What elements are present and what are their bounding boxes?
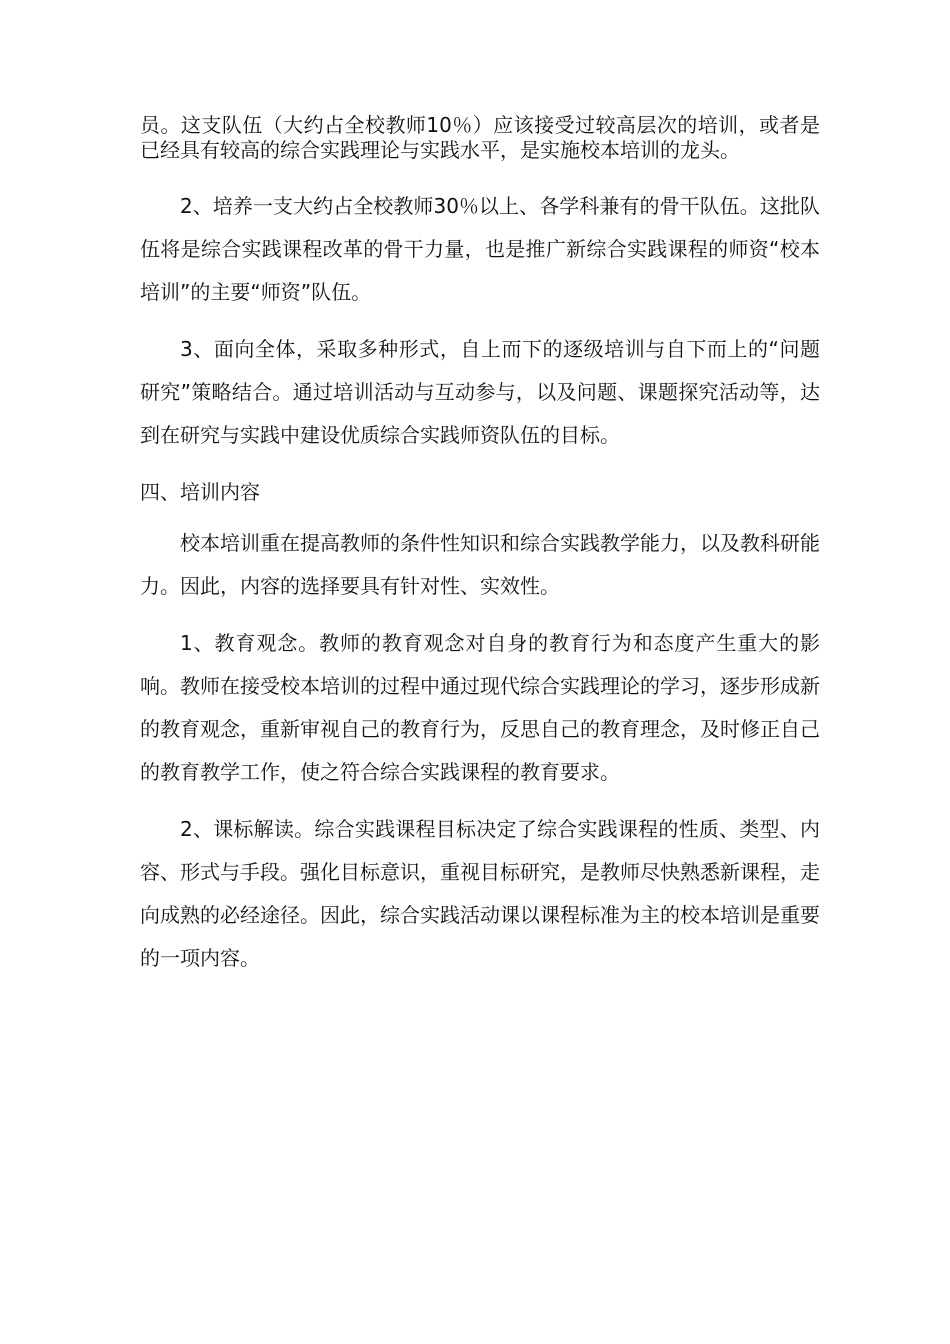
paragraph-continuation: 员。这支队伍（大约占全校教师10％）应该接受过较高层次的培训，或者是已经具有较高的综合实践理论与实践水平，是实施校本培训的龙头。 [140,113,820,162]
paragraph-item-3: 3、面向全体，采取多种形式，自上而下的逐级培训与自下而上的“问题研究”策略结合。通过培训活动与互动参与，以及问题、课题探究活动等，达到在研究与实践中建设优质综合实践师资队伍的目标。 [140,337,820,447]
paragraph-content-1: 1、教育观念。教师的教育观念对自身的教育行为和态度产生重大的影响。教师在接受校本培训的过程中通过现代综合实践理论的学习，逐步形成新的教育观念，重新审视自己的教育行为，反思自己的教育理念，及时修正自己的教育教学工作，使之符合综合实践课程的教育要求。 [140,631,820,784]
paragraph-content-2: 2、课标解读。综合实践课程目标决定了综合实践课程的性质、类型、内容、形式与手段。强化目标意识，重视目标研究，是教师尽快熟悉新课程，走向成熟的必经途径。因此，综合实践活动课以课程标准为主的校本培训是重要的一项内容。 [140,817,820,970]
section-heading: 四、培训内容 [140,480,260,504]
document-body [140,113,820,994]
paragraph-intro: 校本培训重在提高教师的条件性知识和综合实践教学能力，以及教科研能力。因此，内容的选择要具有针对性、实效性。 [140,531,820,598]
paragraph-item-2: 2、培养一支大约占全校教师30％以上、各学科兼有的骨干队伍。这批队伍将是综合实践课程改革的骨干力量，也是推广新综合实践课程的师资“校本培训”的主要“师资”队伍。 [140,194,820,304]
